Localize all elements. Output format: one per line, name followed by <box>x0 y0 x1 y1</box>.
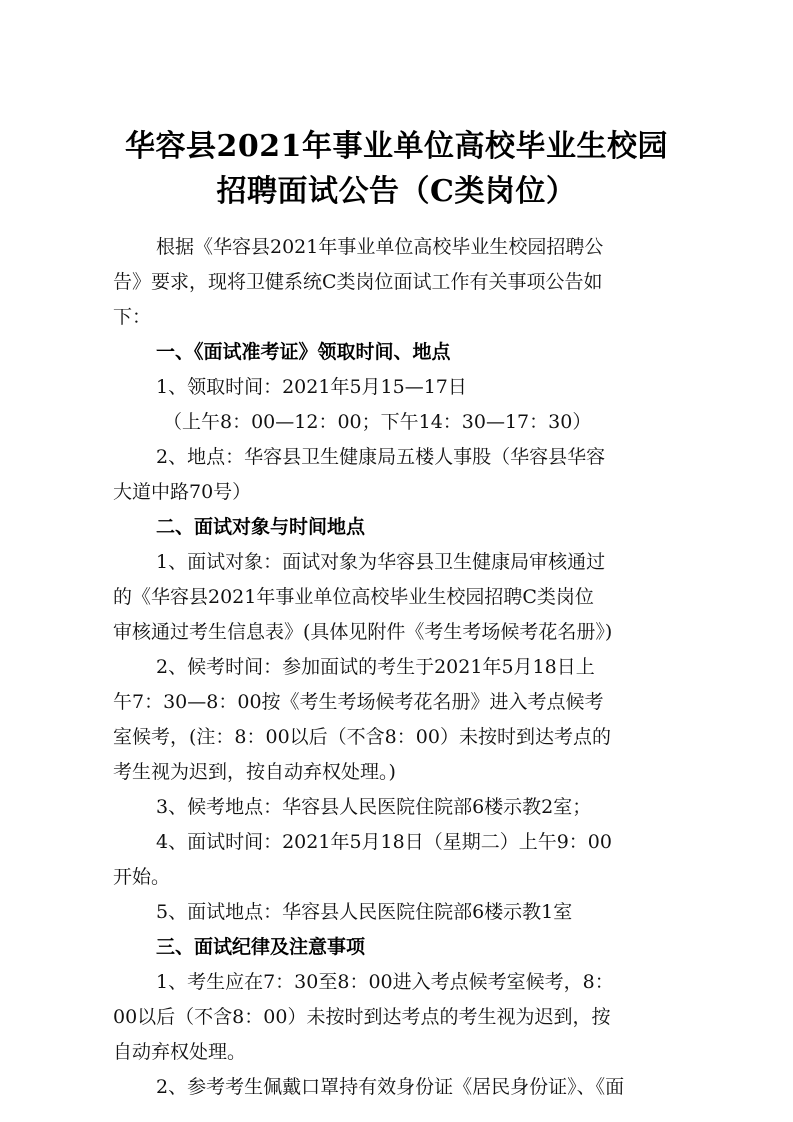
item-pickup-time: 1、领取时间：2021年5月15—17日 <box>156 376 467 398</box>
document-body <box>113 230 679 1105</box>
paragraph-intro-line-3: 下： <box>113 306 152 328</box>
item-pickup-location-line-2: 大道中路70号） <box>113 481 252 503</box>
item-interview-subject-line-3: 审核通过考生信息表》(具体见附件《考生考场候考花名册》) <box>113 621 613 643</box>
section-heading-3: 三、面试纪律及注意事项 <box>156 936 366 958</box>
item-interview-time-line-1: 4、面试时间：2021年5月18日（星期二）上午9：00 <box>156 831 612 853</box>
section-heading-1: 一、《面试准考证》领取时间、地点 <box>156 341 451 363</box>
item-waiting-time-line-1: 2、候考时间：参加面试的考生于2021年5月18日上 <box>156 656 595 678</box>
paragraph-intro-line-2: 告》要求，现将卫健系统C类岗位面试工作有关事项公告如 <box>113 271 603 293</box>
item-interview-time-line-2: 开始。 <box>113 866 171 888</box>
document-title-line-1: 华容县2021年事业单位高校毕业生校园 <box>125 129 668 164</box>
item-interview-location: 5、面试地点：华容县人民医院住院部6楼示教1室 <box>156 901 573 923</box>
item-waiting-time-line-4: 考生视为迟到，按自动弃权处理。) <box>113 761 396 783</box>
item-pickup-location-line-1: 2、地点：华容县卫生健康局五楼人事股（华容县华容 <box>156 446 606 468</box>
document-title-line-2: 招聘面试公告（C类岗位） <box>216 174 577 209</box>
item-discipline-1-line-2: 00以后（不含8：00）未按时到达考点的考生视为迟到，按 <box>113 1006 611 1028</box>
section-heading-2: 二、面试对象与时间地点 <box>156 516 366 538</box>
item-interview-subject-line-2: 的《华容县2021年事业单位高校毕业生校园招聘C类岗位 <box>113 586 594 608</box>
item-waiting-time-line-2: 午7：30—8：00按《考生考场候考花名册》进入考点候考 <box>113 691 604 713</box>
item-pickup-hours: （上午8：00—12：00；下午14：30—17：30） <box>163 411 592 433</box>
item-interview-subject-line-1: 1、面试对象：面试对象为华容县卫生健康局审核通过 <box>156 551 606 573</box>
item-waiting-location: 3、候考地点：华容县人民医院住院部6楼示教2室； <box>156 796 592 818</box>
item-discipline-2-line-1: 2、参考考生佩戴口罩持有效身份证《居民身份证》、《面 <box>156 1076 625 1098</box>
paragraph-intro-line-1: 根据《华容县2021年事业单位高校毕业生校园招聘公 <box>156 236 604 258</box>
item-discipline-1-line-1: 1、考生应在7：30至8：00进入考点候考室候考，8： <box>156 971 614 993</box>
item-waiting-time-line-3: 室候考，(注：8：00以后（不含8：00）未按时到达考点的 <box>113 726 611 748</box>
item-discipline-1-line-3: 自动弃权处理。 <box>113 1041 247 1063</box>
